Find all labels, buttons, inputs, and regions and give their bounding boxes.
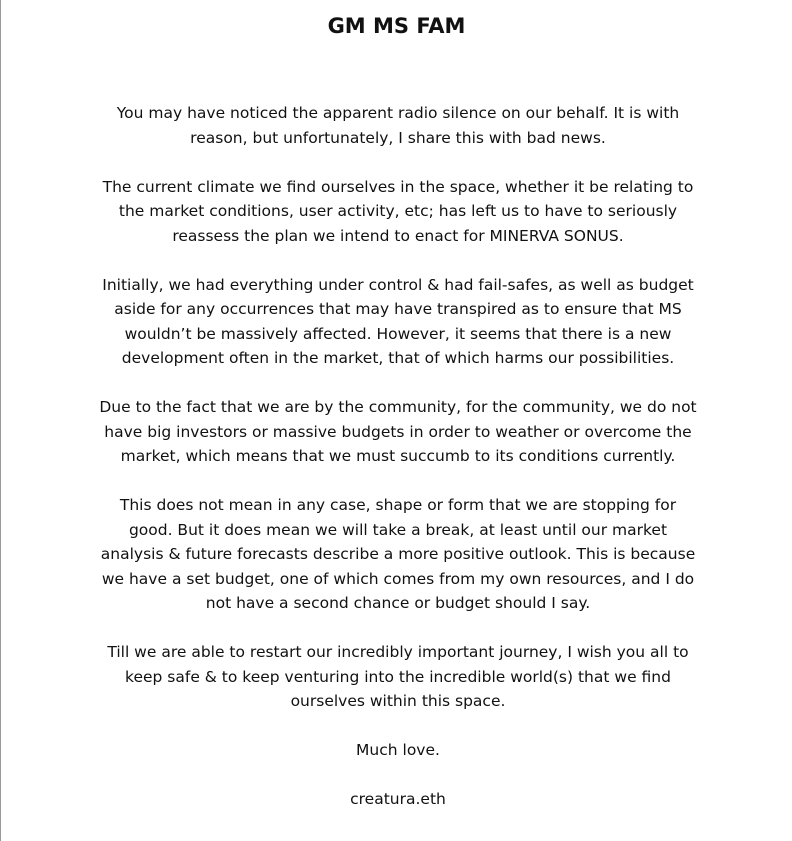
paragraph-fail-safes: Initially, we had everything under control & had fail-safes, as well as budget aside for any occurrences that may have transpired as to ensure that MS wouldn’t be massively affected. However, it seems that there is a new development often in the market, that of which harms our possibilities.: [102, 275, 694, 367]
document-title: GM MS FAM: [327, 14, 466, 38]
paragraph-taking-break: This does not mean in any case, shape or form that we are stopping for good. But it does mean we will take a break, at least until our market analysis & future forecasts describe a more positive outlook. This is because we have a set budget, one of which comes from my own resources, and I do not have a second chance or budget should I say.: [100, 496, 696, 612]
document-body: [96, 101, 700, 812]
paragraph-radio-silence: You may have noticed the apparent radio silence on our behalf. It is with reason, but unfortunately, I share this with bad news.: [116, 104, 680, 147]
signature: creatura.eth: [350, 790, 446, 808]
paragraph-current-climate: The current climate we find ourselves in the space, whether it be relating to the market conditions, user activity, etc; has left us to have to seriously reassess the plan we intend to enact for MINERVA SONUS.: [102, 177, 694, 245]
closing-line: Much love.: [356, 741, 440, 759]
paragraph-restart-journey: Till we are able to restart our incredibly important journey, I wish you all to keep safe & to keep venturing into the incredible world(s) that we find ourselves within this space.: [107, 643, 689, 710]
paragraph-community: Due to the fact that we are by the community, for the community, we do not have big investors or massive budgets in order to weather or overcome the market, which means that we must succumb to its conditions currently.: [99, 398, 697, 465]
